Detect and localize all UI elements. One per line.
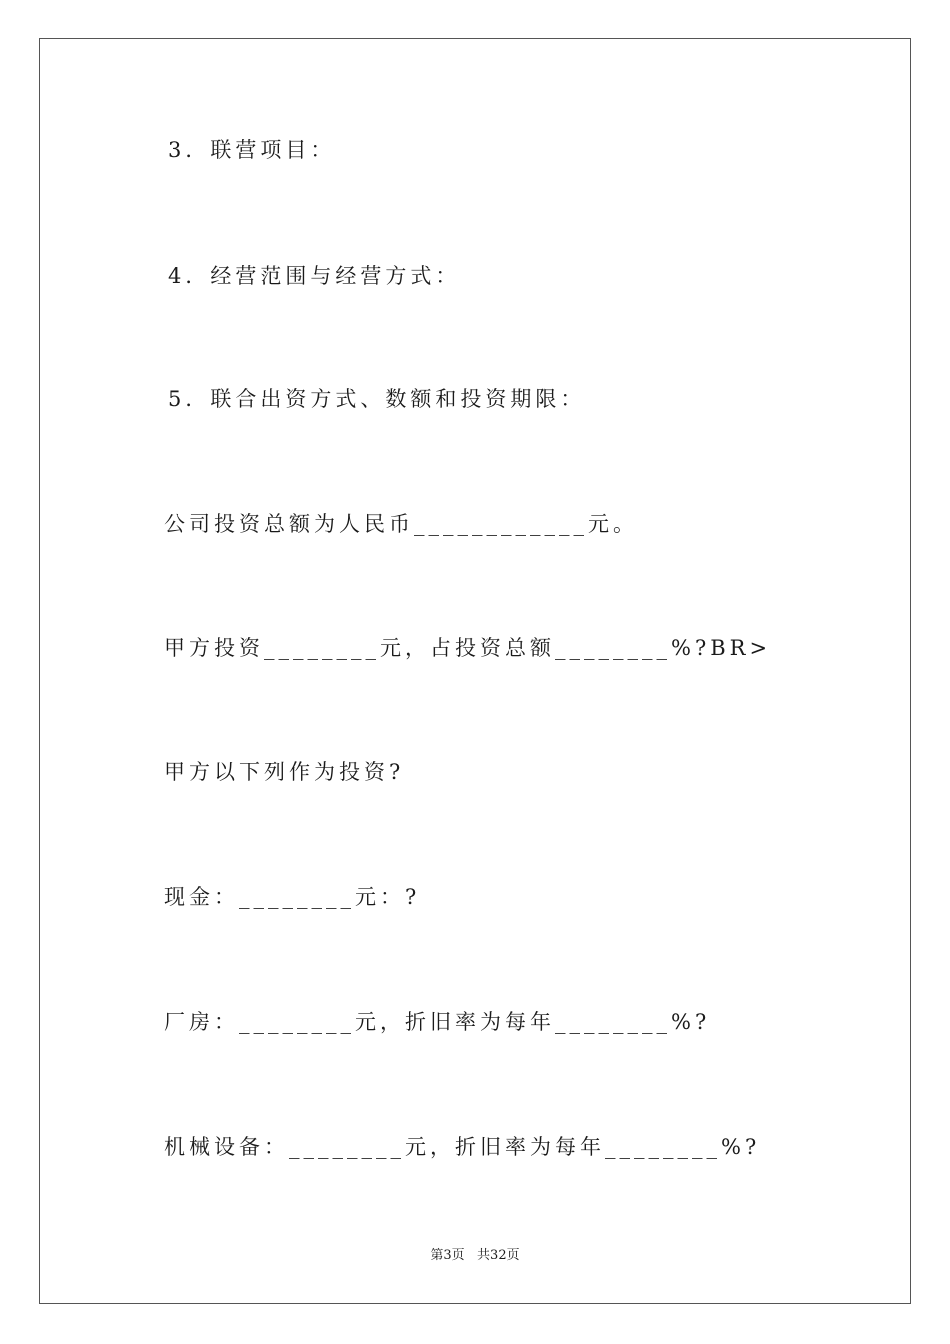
- page-number-footer: 第3页 共32页: [430, 1248, 520, 1263]
- total-investment-line: 公司投资总额为人民币____________元。: [164, 512, 638, 536]
- section-3-heading: 3．联营项目：: [168, 138, 336, 162]
- section-5-heading: 5．联合出资方式、数额和投资期限：: [168, 387, 586, 411]
- page-frame: [39, 38, 911, 1304]
- party-a-investment-items-line: 甲方以下列作为投资?: [164, 760, 405, 784]
- section-4-heading: 4．经营范围与经营方式：: [168, 264, 461, 288]
- cash-line: 现金：________元：?: [164, 885, 421, 909]
- machinery-equipment-line: 机械设备：________元，折旧率为每年________%?: [164, 1135, 761, 1159]
- party-a-investment-line: 甲方投资________元，占投资总额________%?BR>: [164, 636, 772, 660]
- factory-building-line: 厂房：________元，折旧率为每年________%?: [164, 1010, 711, 1034]
